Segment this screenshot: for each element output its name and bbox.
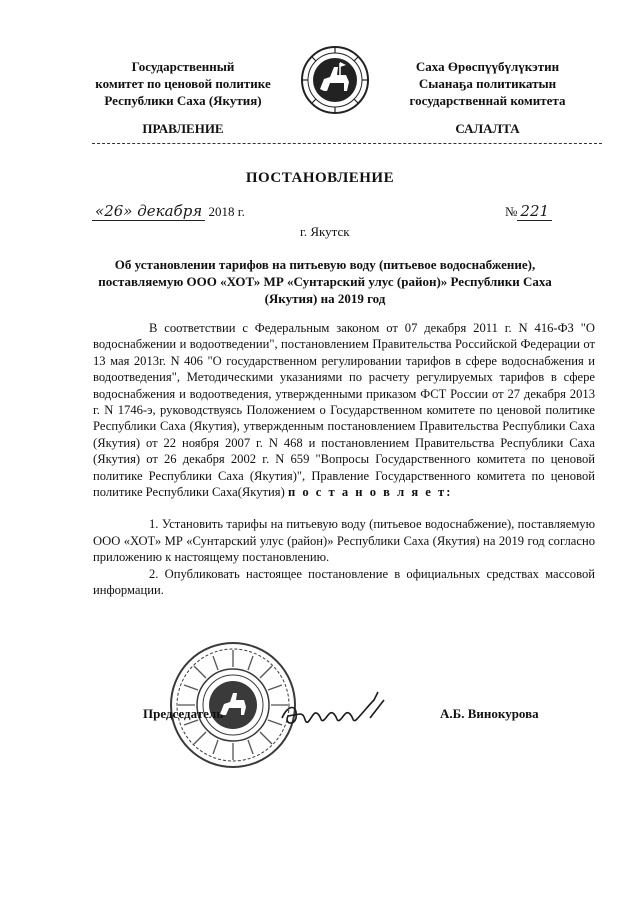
header-left-line-3: Республики Саха (Якутия) [104,93,262,108]
header-left-line-1: Государственный [131,59,235,74]
preamble-paragraph [93,320,595,500]
date-day: 26 [104,202,124,220]
signatory-role: Председатель [143,706,224,721]
board-label-right: САЛАЛТА [455,121,520,136]
decree-item-1: 1. Установить тарифы на питьевую воду (питьевое водоснабжение), поставляемую ООО «ХОТ» МР «Сунтарский улус (район)» Республики Саха (Якутия) на 2019 год согласно приложению к настоящему постановлению. [93,517,595,565]
decree-item-2: 2. Опубликовать настоящее постановление в официальных средствах массовой информации. [93,566,595,598]
document-body [93,320,595,599]
document-city: г. Якутск [300,224,350,239]
decree-word: п о с т а н о в л я е т: [287,485,453,500]
header-right-line-3: государственнай комитета [409,93,566,108]
board-label-left: ПРАВЛЕНИЕ [142,121,224,136]
republic-emblem-icon [300,45,370,115]
document-number [505,202,552,221]
date-month: декабря [137,202,203,220]
signatory-name: А.Б. Винокурова [440,706,539,721]
date-year: 2018 г. [208,204,245,219]
header-left-line-2: комитет по ценовой политике [95,76,271,91]
date-open-quote: « [95,202,105,220]
document-subject: Об установлении тарифов на питьевую воду (питьевое водоснабжение), поставляемую ООО «ХОТ» МР «Сунтарский улус (район)» Республики Саха (Якутия) на 2019 год [98,257,552,306]
date-day-field [92,202,205,221]
header-right-line-2: Сыанаҕа политикатын [418,76,557,91]
number-prefix: № [505,204,518,219]
header-right-org [400,58,575,109]
document-date [92,202,245,221]
number-value: 221 [517,202,552,221]
handwritten-signature [278,688,388,733]
document-type-title: ПОСТАНОВЛЕНИЕ [245,170,395,186]
header-left-org [78,58,288,109]
date-close-quote: » [123,202,133,220]
header-divider [92,143,602,144]
header-right-line-1: Саха Өрөспүүбүлүкэтин [415,59,560,74]
preamble-text: В соответствии с Федеральным законом от 07 декабря 2011 г. N 416-ФЗ "О водоснабжении и водоотведении", постановлением Правительства Российской Федерации от 13 мая 2013г. N 406 "О государственном регулировании тарифов в сфере водоснабжения и водоотведения", Методическими указаниями по расчету регулируемых тарифов в сфере водоснабжения и водоотведения, утвержденными приказом ФСТ России от 27 декабря 2013 г. N 1746-э, руководствуясь Положением о Государственном комитете по ценовой политике Республики Саха (Якутия), утвержденным постановлением Правительства Республики Саха (Якутия) от 22 ноября 2007 г. N 468 и постановлением Правительства Республики Саха (Якутия) от 26 декабря 2002 г. N 659 "Вопросы Государственного комитета по ценовой политике Республики Саха (Якутия)", Правление Государственного комитета по ценовой политике Республики Саха(Якутия) [93,321,595,500]
